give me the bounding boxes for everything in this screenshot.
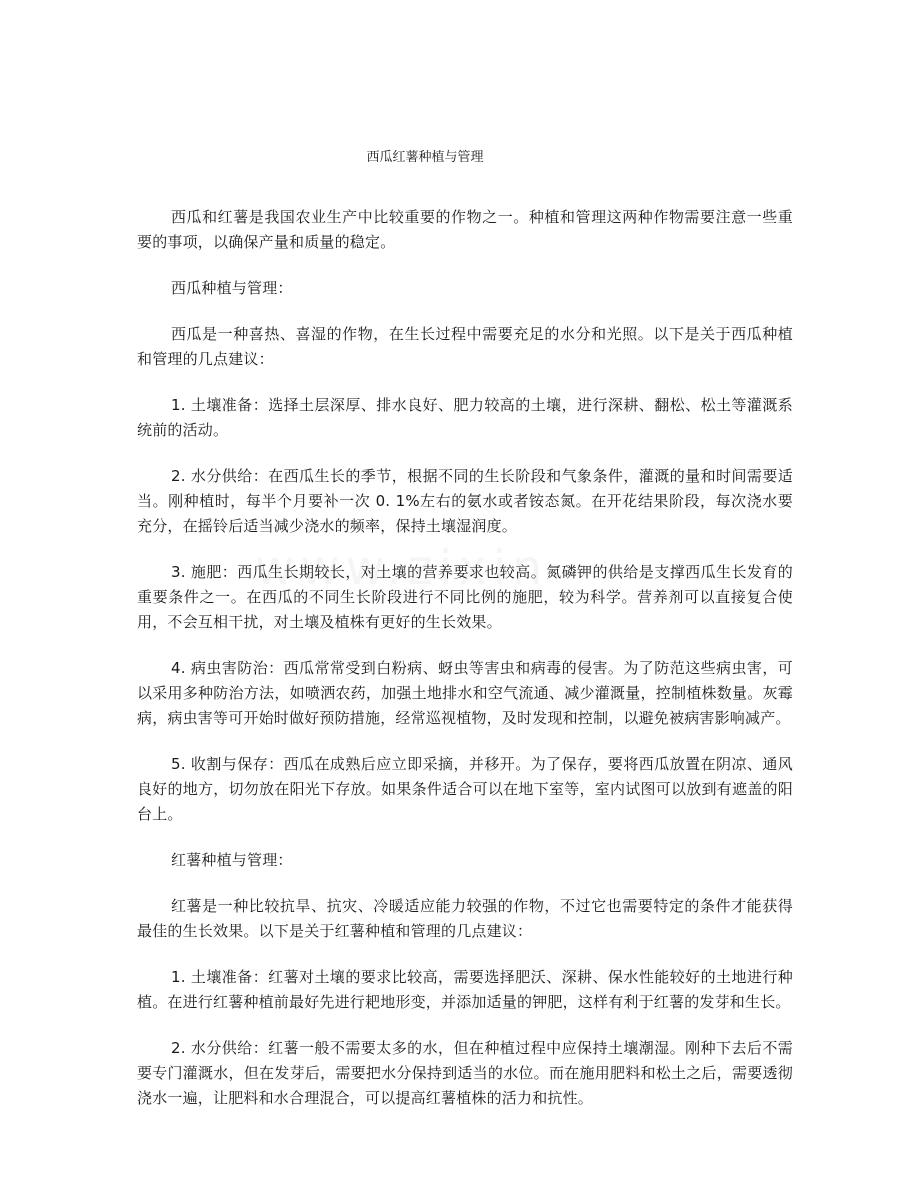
intro-paragraph: 西瓜和红薯是我国农业生产中比较重要的作物之一。种植和管理这两种作物需要注意一些重要的事项，以确保产量和质量的稳定。 (137, 208, 793, 251)
watermelon-item-pest-control: 4. 病虫害防治：西瓜常常受到白粉病、蚜虫等害虫和病毒的侵害。为了防范这些病虫害，可以采用多种防治方法，如喷洒农药，加强土地排水和空气流通、减少灌溉量，控制植株数量。灰霉病，病虫害等可开始时做好预防措施，经常巡视植物，及时发现和控制，以避免被病害影响减产。 (137, 659, 793, 727)
sweetpotato-item-soil: 1. 土壤准备：红薯对土壤的要求比较高，需要选择肥沃、深耕、保水性能较好的土地进行种植。在进行红薯种植前最好先进行耙地形变，并添加适量的钾肥，这样有利于红薯的发芽和生长。 (137, 968, 793, 1011)
watermelon-item-soil: 1. 土壤准备：选择土层深厚、排水良好、肥力较高的土壤，进行深耕、翻松、松土等灌溉系统前的活动。 (137, 396, 793, 439)
sweetpotato-intro-paragraph: 红薯是一种比较抗旱、抗灾、冷暖适应能力较强的作物，不过它也需要特定的条件才能获得最佳的生长效果。以下是关于红薯种植和管理的几点建议： (137, 897, 793, 940)
document-body (137, 205, 793, 1132)
watermelon-item-water: 2. 水分供给：在西瓜生长的季节，根据不同的生长阶段和气象条件，灌溉的量和时间需要适当。刚种植时，每半个月要补一次 0. 1%左右的氨水或者铵态氮。在开花结果阶段，每次浇水要充分，在摇铃后适当减少浇水的频率，保持土壤湿润度。 (137, 467, 793, 535)
document-title: 西瓜红薯种植与管理 (366, 150, 484, 165)
sweetpotato-item-water: 2. 水分供给：红薯一般不需要太多的水，但在种植过程中应保持土壤潮湿。刚种下去后不需要专门灌溉水，但在发芽后，需要把水分保持到适当的水位。而在施用肥料和松土之后，需要透彻浇水一遍，让肥料和水合理混合，可以提高红薯植株的活力和抗性。 (137, 1039, 793, 1107)
watermelon-heading: 西瓜种植与管理： (171, 279, 293, 297)
watermelon-intro-paragraph: 西瓜是一种喜热、喜湿的作物，在生长过程中需要充足的水分和光照。以下是关于西瓜种植和管理的几点建议： (137, 325, 793, 368)
watermelon-item-harvest: 5. 收割与保存：西瓜在成熟后应立即采摘，并移开。为了保存，要将西瓜放置在阴凉、通风良好的地方，切勿放在阳光下存放。如果条件适合可以在地下室等，室内试图可以放到有遮盖的阳台上。 (137, 755, 793, 823)
watermelon-item-fertilizer: 3. 施肥：西瓜生长期较长，对土壤的营养要求也较高。氮磷钾的供给是支撑西瓜生长发育的重要条件之一。在西瓜的不同生长阶段进行不同比例的施肥，较为科学。营养剂可以直接复合使用，不会互相干扰，对土壤及植株有更好的生长效果。 (137, 563, 793, 631)
sweetpotato-heading: 红薯种植与管理： (171, 851, 293, 869)
